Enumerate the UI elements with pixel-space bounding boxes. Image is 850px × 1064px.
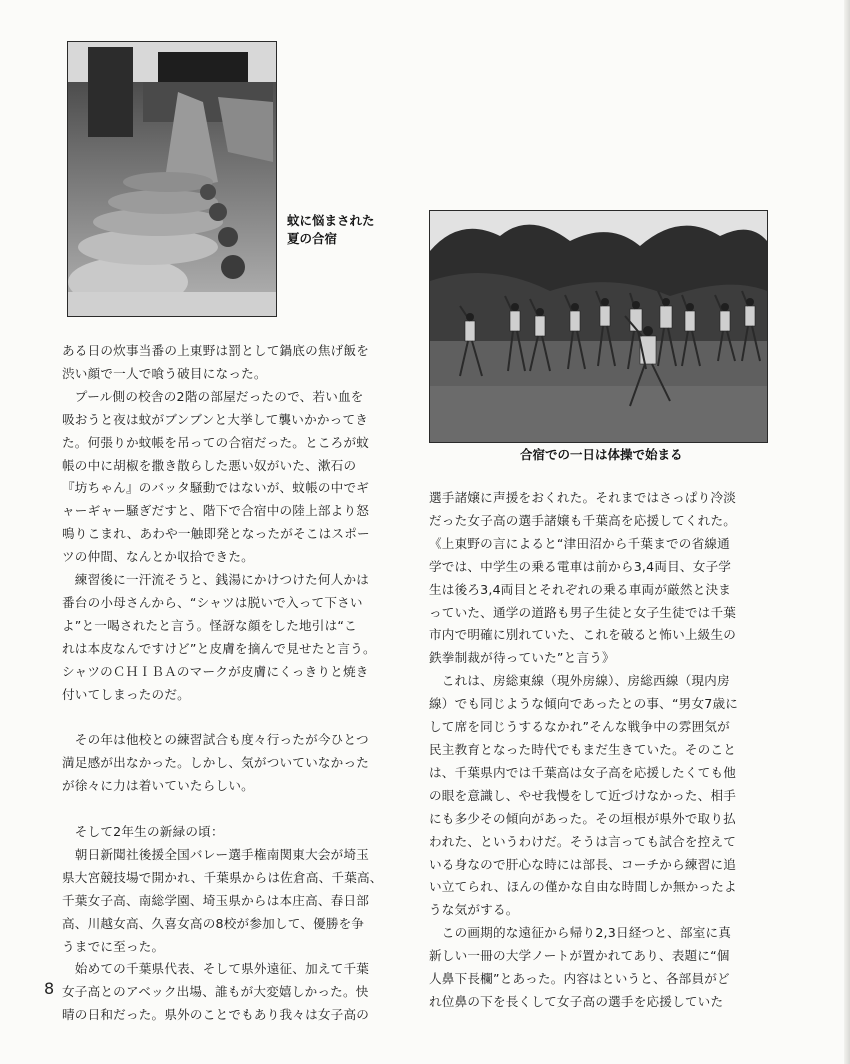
text-line: 学では、中学生の乗る電車は前から3,4両目、女子学 bbox=[429, 558, 732, 574]
text-line: これは、房総東線（現外房線）、房総西線（現内房 bbox=[429, 673, 730, 689]
text-line: いる身なので肝心な時には部長、コーチから練習に追 bbox=[429, 856, 737, 872]
text-line: れは本皮なんですけど”と皮膚を摘んで見せたと言う。 bbox=[62, 640, 376, 656]
caption-summer-camp-line1: 蚊に悩まされた bbox=[287, 213, 375, 228]
text-line: れ位鼻の下を長くして女子高の選手を応援していた bbox=[429, 993, 724, 1009]
text-line: い立てられ、ほんの僅かな自由な時間しか無かったよ bbox=[429, 879, 737, 895]
text-line: うな気がする。 bbox=[429, 902, 519, 918]
text-line: 晴の日和だった。県外のことでもあり我々は女子高の bbox=[62, 1007, 370, 1023]
page-number: 8 bbox=[44, 979, 55, 998]
caption-summer-camp-line2: 夏の合宿 bbox=[287, 231, 338, 246]
text-line: 朝日新聞社後援全国バレー選手権南関東大会が埼玉 bbox=[62, 846, 370, 862]
text-line: して席を同じうするなかれ”そんな戦争中の雰囲気が bbox=[429, 719, 730, 735]
text-line: 生は後ろ3,4両目とそれぞれの乗る車両が厳然と決ま bbox=[429, 581, 732, 597]
text-line: この画期的な遠征から帰り2,3日経つと、部室に真 bbox=[429, 925, 732, 941]
photo-morning-exercise bbox=[429, 210, 768, 443]
text-line: っていた、通学の道路も男子生徒と女子生徒では千葉 bbox=[429, 604, 737, 620]
text-line: 帳の中に胡椒を撒き散らした悪い奴がいた、漱石の bbox=[62, 457, 357, 473]
caption-morning-exercise: 合宿での一日は体操で始まる bbox=[520, 447, 683, 462]
text-line: 付いてしまったのだ。 bbox=[62, 686, 190, 702]
text-line: 女子高とのアベック出場、誰もが大変嬉しかった。快 bbox=[62, 984, 369, 1000]
photo-summer-camp bbox=[67, 41, 277, 317]
text-line: 線）でも同じような傾向であったとの事、“男女7歳に bbox=[429, 696, 739, 712]
photo-morning-exercise-image bbox=[430, 211, 767, 442]
text-line: 吸おうと夜は蚊がブンブンと大挙して襲いかかってき bbox=[62, 411, 369, 427]
text-line: プール側の校舎の2階の部屋だったので、若い血を bbox=[62, 388, 364, 404]
text-line: 千葉女子高、南総学園、埼玉県からは本庄高、春日部 bbox=[62, 892, 370, 908]
text-line: そして2年生の新緑の頃： bbox=[62, 824, 224, 839]
text-line: 県大宮競技場で開かれ、千葉県からは佐倉高、千葉高、 bbox=[62, 869, 383, 885]
text-line: だった女子高の選手諸嬢も千葉高を応援してくれた。 bbox=[429, 512, 737, 528]
text-line: よ”と一喝されたと言う。怪訝な顔をした地引は“こ bbox=[62, 617, 357, 633]
text-line: 市内で明確に別れていた、これを破ると怖い上級生の bbox=[429, 627, 737, 643]
text-line: が徐々に力は着いていたらしい。 bbox=[62, 778, 254, 794]
text-line: ャーギャー騒ぎだすと、階下で合宿中の陸上部より怒 bbox=[62, 503, 370, 519]
text-line: 人鼻下長欄”とあった。内容はというと、各部員がど bbox=[429, 971, 730, 987]
text-line: にも多少その傾向があった。その垣根が県外で取り払 bbox=[429, 810, 736, 826]
text-line: その年は他校との練習試合も度々行ったが今ひとつ bbox=[62, 732, 369, 748]
text-line: 鳴りこまれ、あわや一触即発となったがそこはスポー bbox=[62, 526, 370, 542]
text-line: 『坊ちゃん』のバッタ騒動ではないが、蚊帳の中でギ bbox=[62, 480, 370, 496]
text-line bbox=[62, 707, 412, 730]
text-line: 番台の小母さんから、“シャツは脱いで入って下さい bbox=[62, 594, 363, 610]
text-line: 練習後に一汗流そうと、銭湯にかけつけた何人かは bbox=[62, 572, 370, 588]
text-line: シャツのＣＨＩＢＡのマークが皮膚にくっきりと焼き bbox=[62, 663, 369, 679]
text-line: は、千葉県内では千葉高は女子高を応援したくても他 bbox=[429, 764, 737, 780]
photo-summer-camp-image bbox=[68, 42, 276, 316]
text-line: ある日の炊事当番の上東野は罰として鍋底の焦げ飯を bbox=[62, 343, 370, 358]
page-edge-shadow bbox=[844, 0, 850, 1064]
caption-summer-camp bbox=[287, 212, 375, 248]
text-line: 満足感が出なかった。しかし、気がついていなかった bbox=[62, 755, 370, 771]
text-column-right bbox=[429, 487, 789, 1014]
text-line: 鉄拳制裁が待っていた”と言う》 bbox=[429, 650, 615, 666]
text-line bbox=[62, 798, 412, 821]
text-line: 《上東野の言によると“津田沼から千葉までの省線通 bbox=[429, 535, 730, 551]
text-line: 渋い顔で一人で喰う破目になった。 bbox=[62, 365, 267, 381]
text-line: の眼を意識し、やせ我慢をして近づけなかった、相手 bbox=[429, 787, 737, 803]
text-line: われた、というわけだ。そうは言っても試合を控えて bbox=[429, 833, 737, 849]
text-line: 選手諸嬢に声援をおくれた。それまではさっぱり冷淡 bbox=[429, 490, 737, 505]
text-column-left bbox=[62, 340, 412, 1027]
text-line: 新しい一冊の大学ノートが置かれてあり、表題に“個 bbox=[429, 948, 730, 964]
text-line: 高、川越女高、久喜女高の8校が参加して、優勝を争 bbox=[62, 915, 365, 931]
text-line: 民主教育となった時代でもまだ生きていた。そのこと bbox=[429, 741, 737, 757]
text-line: た。何張りか蚊帳を吊っての合宿だった。ところが蚊 bbox=[62, 434, 370, 450]
text-line: うまでに至った。 bbox=[62, 938, 165, 954]
text-line: ツの仲間、なんとか収拾できた。 bbox=[62, 549, 254, 565]
text-line: 始めての千葉県代表、そして県外遠征、加えて千葉 bbox=[62, 961, 370, 977]
